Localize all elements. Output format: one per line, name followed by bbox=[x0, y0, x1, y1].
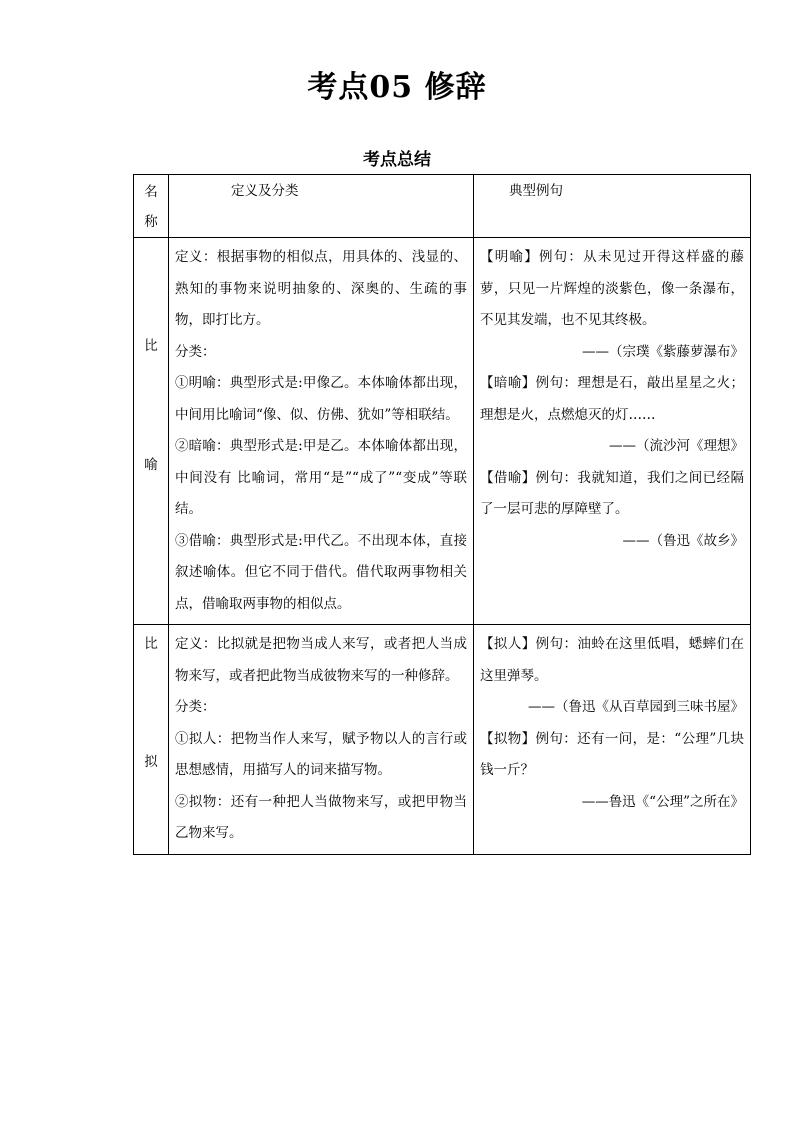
row-name-cell bbox=[134, 625, 169, 855]
section-subtitle: 考点总结 bbox=[363, 150, 431, 170]
definition-paragraph: ①明喻：典型形式是:甲像乙。本体喻体都出现，中间用比喻词“像、似、仿佛、犹如”等相联结。 bbox=[175, 375, 467, 423]
definition-paragraph: 定义：比拟就是把物当成人来写，或者把人当成物来写，或者把此物当成彼物来写的一种修辞。 bbox=[175, 636, 467, 684]
table-row bbox=[134, 625, 751, 855]
definition-cell bbox=[169, 625, 474, 855]
header-example: 典型例句 bbox=[474, 175, 751, 238]
definition-paragraph: ①拟人：把物当作人来写，赋予物以人的言行或思想感情，用描写人的词来描写物。 bbox=[175, 730, 467, 778]
header-name-top: 名 bbox=[144, 184, 158, 200]
header-name-bottom: 称 bbox=[144, 214, 158, 230]
example-sentence: 【明喻】例句：从未见过开得这样盛的藤萝，只见一片辉煌的淡紫色，像一条瀑布，不见其发端，也不见其终极。 bbox=[480, 249, 744, 328]
table-row bbox=[134, 238, 751, 625]
example-source: ——（流沙河《理想》 bbox=[609, 438, 744, 454]
header-definition: 定义及分类 bbox=[169, 175, 474, 238]
example-source: ——（鲁迅《从百草园到三味书屋》 bbox=[528, 699, 744, 715]
definition-paragraph: 分类： bbox=[175, 699, 216, 715]
example-sentence: 【拟人】例句：油蛉在这里低唱，蟋蟀们在这里弹琴。 bbox=[480, 636, 744, 684]
row-name-cell bbox=[134, 238, 169, 625]
example-sentence: 【借喻】例句：我就知道，我们之间已经隔了一层可悲的厚障壁了。 bbox=[480, 469, 744, 517]
example-source: ——（鲁迅《故乡》 bbox=[622, 532, 744, 549]
definition-paragraph: 定义：根据事物的相似点，用具体的、浅显的、熟知的事物来说明抽象的、深奥的、生疏的事物，即打比方。 bbox=[175, 249, 467, 328]
row-name-bottom: 拟 bbox=[144, 754, 158, 770]
row-name-top: 比 bbox=[144, 636, 158, 652]
example-sentence: 【暗喻】例句：理想是石，敲出星星之火；理想是火，点燃熄灭的灯…… bbox=[480, 375, 744, 423]
definition-cell bbox=[169, 238, 474, 625]
example-cell bbox=[474, 625, 751, 855]
definition-paragraph: ③借喻：典型形式是:甲代乙。不出现本体，直接叙述喻体。但它不同于借代。借代取两事物相关点，借喻取两事物的相似点。 bbox=[175, 532, 467, 612]
definition-paragraph: ②拟物：还有一种把人当做物来写，或把甲物当乙物来写。 bbox=[175, 793, 467, 841]
example-source: ——（宗璞《紫藤萝瀑布》 bbox=[582, 343, 744, 360]
page-title: 考点05 修辞 bbox=[307, 70, 487, 105]
example-source: ——鲁迅《“公理”之所在》 bbox=[581, 793, 744, 810]
definition-paragraph: 分类： bbox=[175, 343, 216, 360]
definition-paragraph: ②暗喻：典型形式是:甲是乙。本体喻体都出现，中间没有 比喻词，常用“是”“成了”“变成”等联结。 bbox=[175, 438, 467, 517]
header-name-cell bbox=[134, 175, 169, 238]
row-name-top: 比 bbox=[144, 338, 158, 354]
example-sentence: 【拟物】例句：还有一问，是：“公理”几块钱一斤？ bbox=[480, 730, 744, 778]
rhetoric-table bbox=[133, 174, 751, 855]
row-name-bottom: 喻 bbox=[144, 457, 158, 473]
example-cell bbox=[474, 238, 751, 625]
table-header-row bbox=[134, 175, 751, 238]
